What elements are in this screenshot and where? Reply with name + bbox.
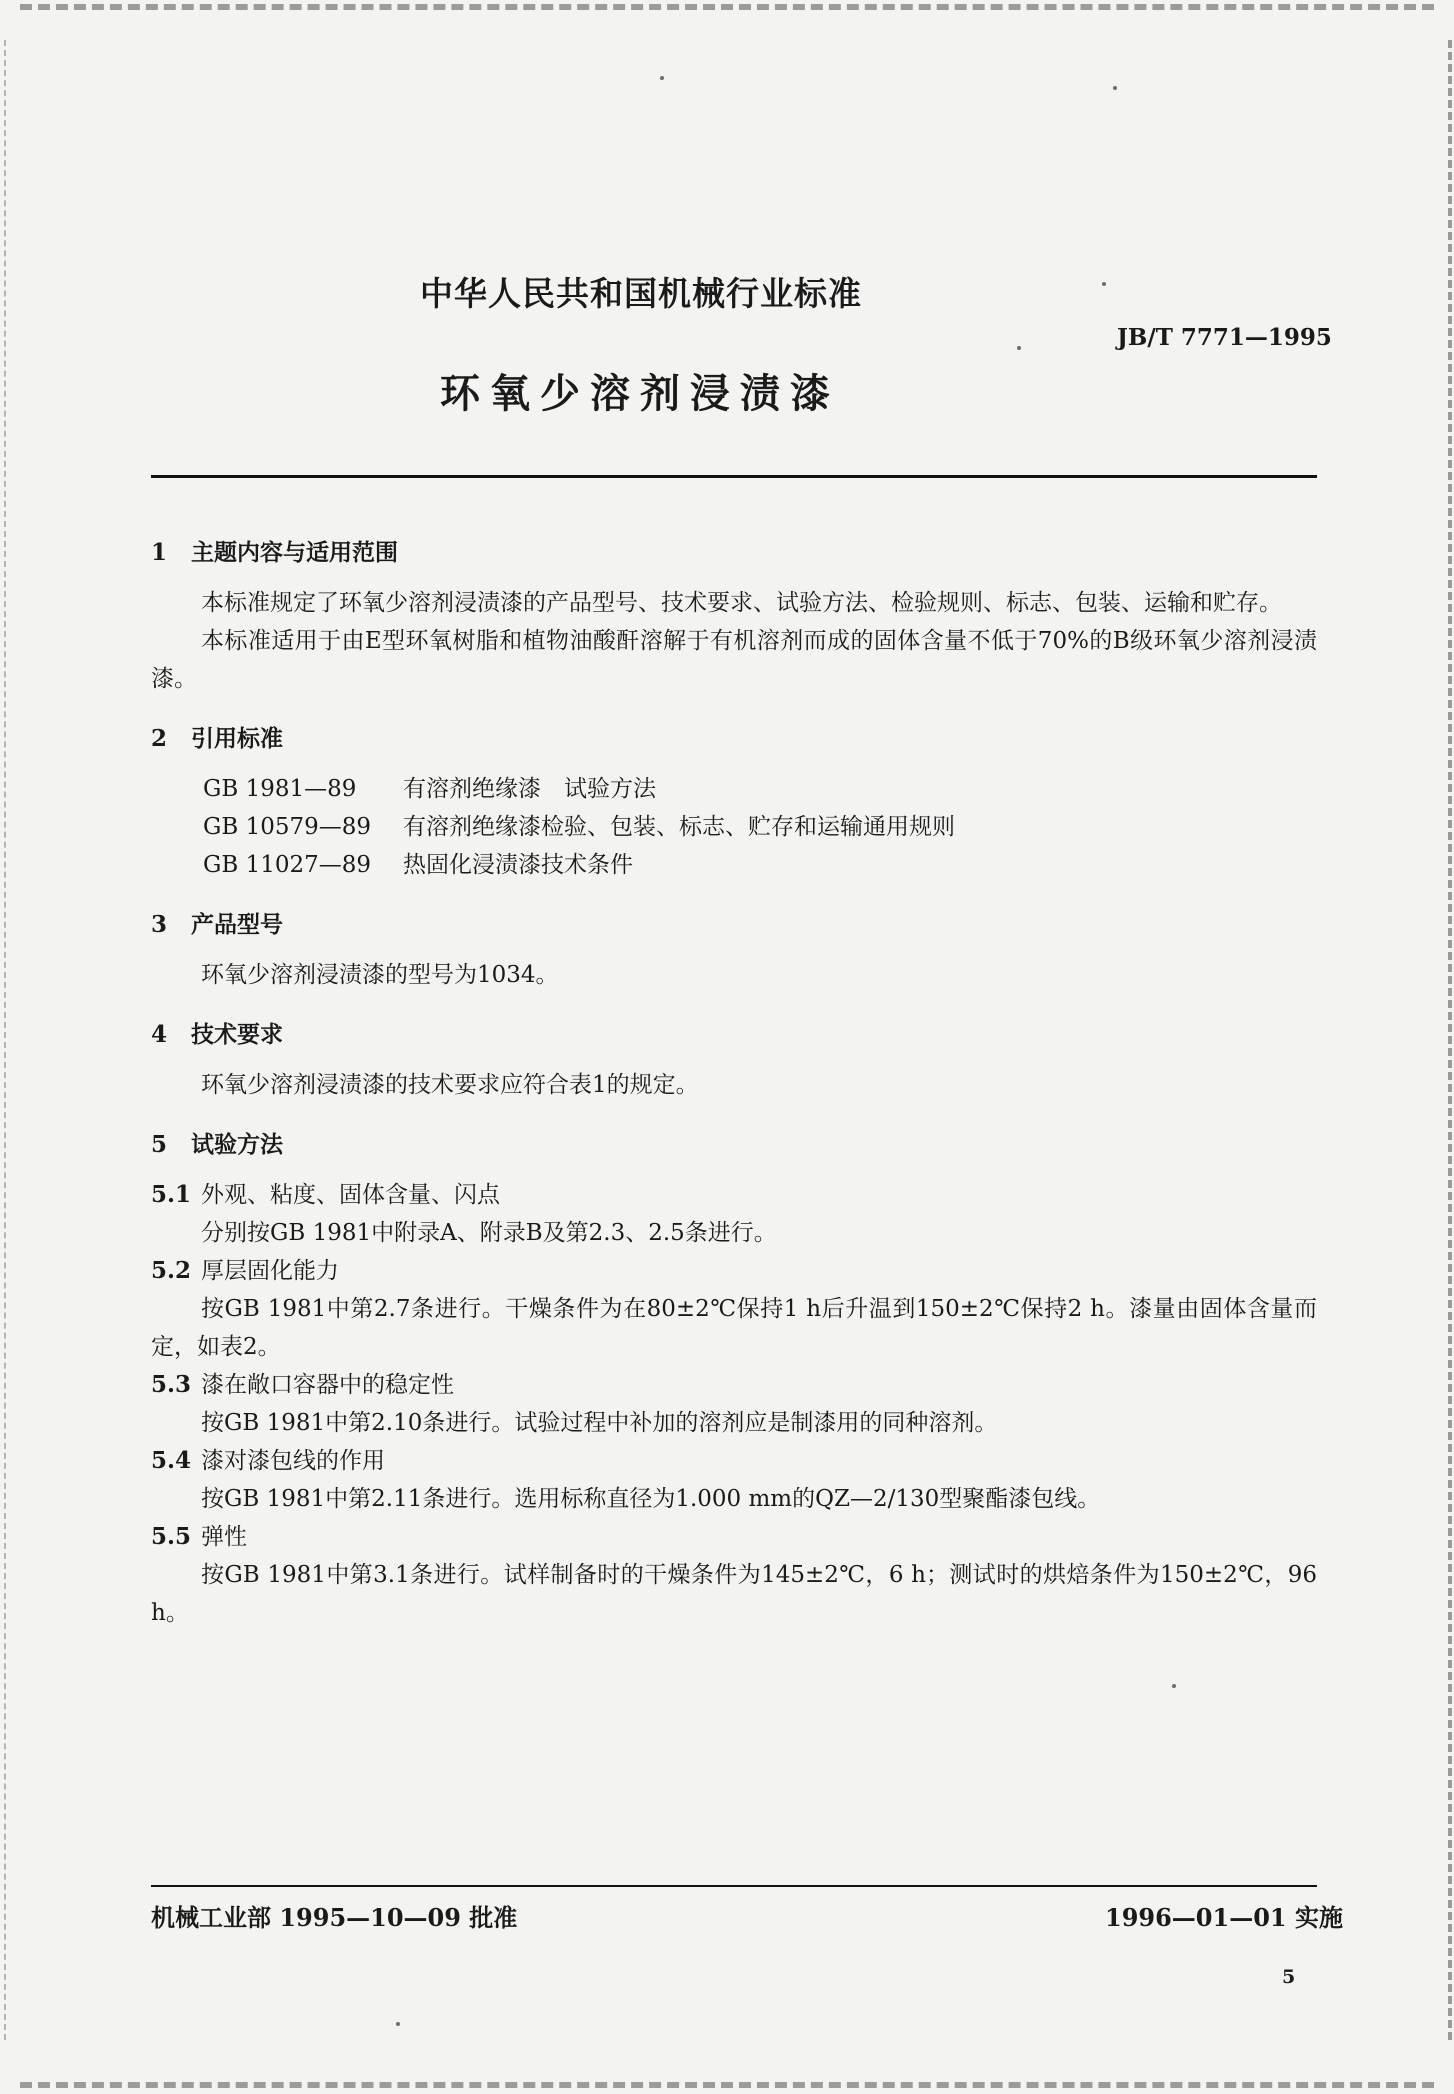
paragraph: 环氧少溶剂浸渍漆的技术要求应符合表1的规定。 <box>201 1072 699 1098</box>
paragraph: 分别按GB 1981中附录A、附录B及第2.3、2.5条进行。 <box>201 1220 777 1246</box>
subsection-number: 5.2 <box>151 1257 192 1284</box>
reference-row <box>151 770 1317 808</box>
paragraph: 按GB 1981中第2.10条进行。试验过程中补加的溶剂应是制漆用的同种溶剂。 <box>201 1410 998 1436</box>
reference-code: GB 1981—89 <box>203 776 357 802</box>
section-title: 试验方法 <box>191 1131 283 1158</box>
reference-code: GB 10579—89 <box>203 814 372 840</box>
scan-edge-right <box>1448 40 1452 2040</box>
section-title: 产品型号 <box>191 911 283 938</box>
section-heading <box>151 720 1317 758</box>
approval-note: 机械工业部 1995—10—09 批准 <box>151 1903 518 1932</box>
document-title: 环氧少溶剂浸渍漆 <box>440 370 840 417</box>
section-number: 4 <box>151 1021 168 1048</box>
subsection-title: 厚层固化能力 <box>201 1258 339 1284</box>
standard-code: JB/T 7771—1995 <box>1117 324 1332 351</box>
subsection-heading <box>151 1518 1317 1556</box>
section-title: 技术要求 <box>191 1021 283 1048</box>
subsection-heading <box>151 1366 1317 1404</box>
section-heading <box>151 1016 1317 1054</box>
paragraph: 环氧少溶剂浸渍漆的型号为1034。 <box>201 962 559 988</box>
paragraph: 本标准适用于由E型环氧树脂和植物油酸酐溶解于有机溶剂而成的固体含量不低于70%的B级环氧少溶剂浸渍漆。 <box>151 628 1317 692</box>
reference-row <box>151 808 1317 846</box>
document-body <box>151 520 1317 1632</box>
section-number: 2 <box>151 725 168 752</box>
reference-code: GB 11027—89 <box>203 852 372 878</box>
subsection-title: 弹性 <box>201 1524 247 1550</box>
header-rule <box>151 475 1317 478</box>
scan-speck <box>1017 346 1021 350</box>
standard-name: 中华人民共和国机械行业标准 <box>420 274 862 313</box>
section-number: 1 <box>151 539 168 566</box>
paragraph: 本标准规定了环氧少溶剂浸渍漆的产品型号、技术要求、试验方法、检验规则、标志、包装、运输和贮存。 <box>201 590 1282 616</box>
scan-speck <box>1172 1684 1176 1688</box>
subsection-title: 漆在敞口容器中的稳定性 <box>201 1372 454 1398</box>
scan-speck <box>396 2022 400 2026</box>
section-heading <box>151 1126 1317 1164</box>
scan-speck <box>1102 282 1106 286</box>
section-heading <box>151 534 1317 572</box>
section-title: 引用标准 <box>191 725 283 752</box>
reference-name: 有溶剂绝缘漆检验、包装、标志、贮存和运输通用规则 <box>403 814 955 840</box>
paragraph: 按GB 1981中第2.11条进行。选用标称直径为1.000 mm的QZ—2/130型聚酯漆包线。 <box>201 1486 1101 1512</box>
scan-speck <box>660 76 664 80</box>
scan-edge-top <box>20 4 1434 10</box>
subsection-heading <box>151 1442 1317 1480</box>
reference-row <box>151 846 1317 884</box>
subsection-heading <box>151 1252 1317 1290</box>
reference-name: 有溶剂绝缘漆 试验方法 <box>403 776 656 802</box>
paragraph: 按GB 1981中第3.1条进行。试样制备时的干燥条件为145±2℃，6 h；测试时的烘焙条件为150±2℃，96 h。 <box>151 1562 1317 1626</box>
subsection-number: 5.5 <box>151 1523 192 1550</box>
paragraph: 按GB 1981中第2.7条进行。干燥条件为在80±2℃保持1 h后升温到150±2℃保持2 h。漆量由固体含量而定，如表2。 <box>151 1296 1317 1360</box>
page-number: 5 <box>1282 1966 1296 1988</box>
subsection-number: 5.4 <box>151 1447 192 1474</box>
subsection-number: 5.3 <box>151 1371 192 1398</box>
subsection-title: 漆对漆包线的作用 <box>201 1448 385 1474</box>
scan-edge-bottom <box>20 2082 1434 2088</box>
subsection-title: 外观、粘度、固体含量、闪点 <box>201 1182 500 1208</box>
section-title: 主题内容与适用范围 <box>191 539 398 566</box>
section-number: 3 <box>151 911 168 938</box>
reference-name: 热固化浸渍漆技术条件 <box>403 852 633 878</box>
scan-edge-left <box>4 40 6 2040</box>
section-number: 5 <box>151 1131 168 1158</box>
section-heading <box>151 906 1317 944</box>
subsection-number: 5.1 <box>151 1181 192 1208</box>
effective-date: 1996—01—01 实施 <box>1105 1903 1343 1932</box>
subsection-heading <box>151 1176 1317 1214</box>
footer-rule <box>151 1885 1317 1887</box>
scan-speck <box>1113 86 1117 90</box>
